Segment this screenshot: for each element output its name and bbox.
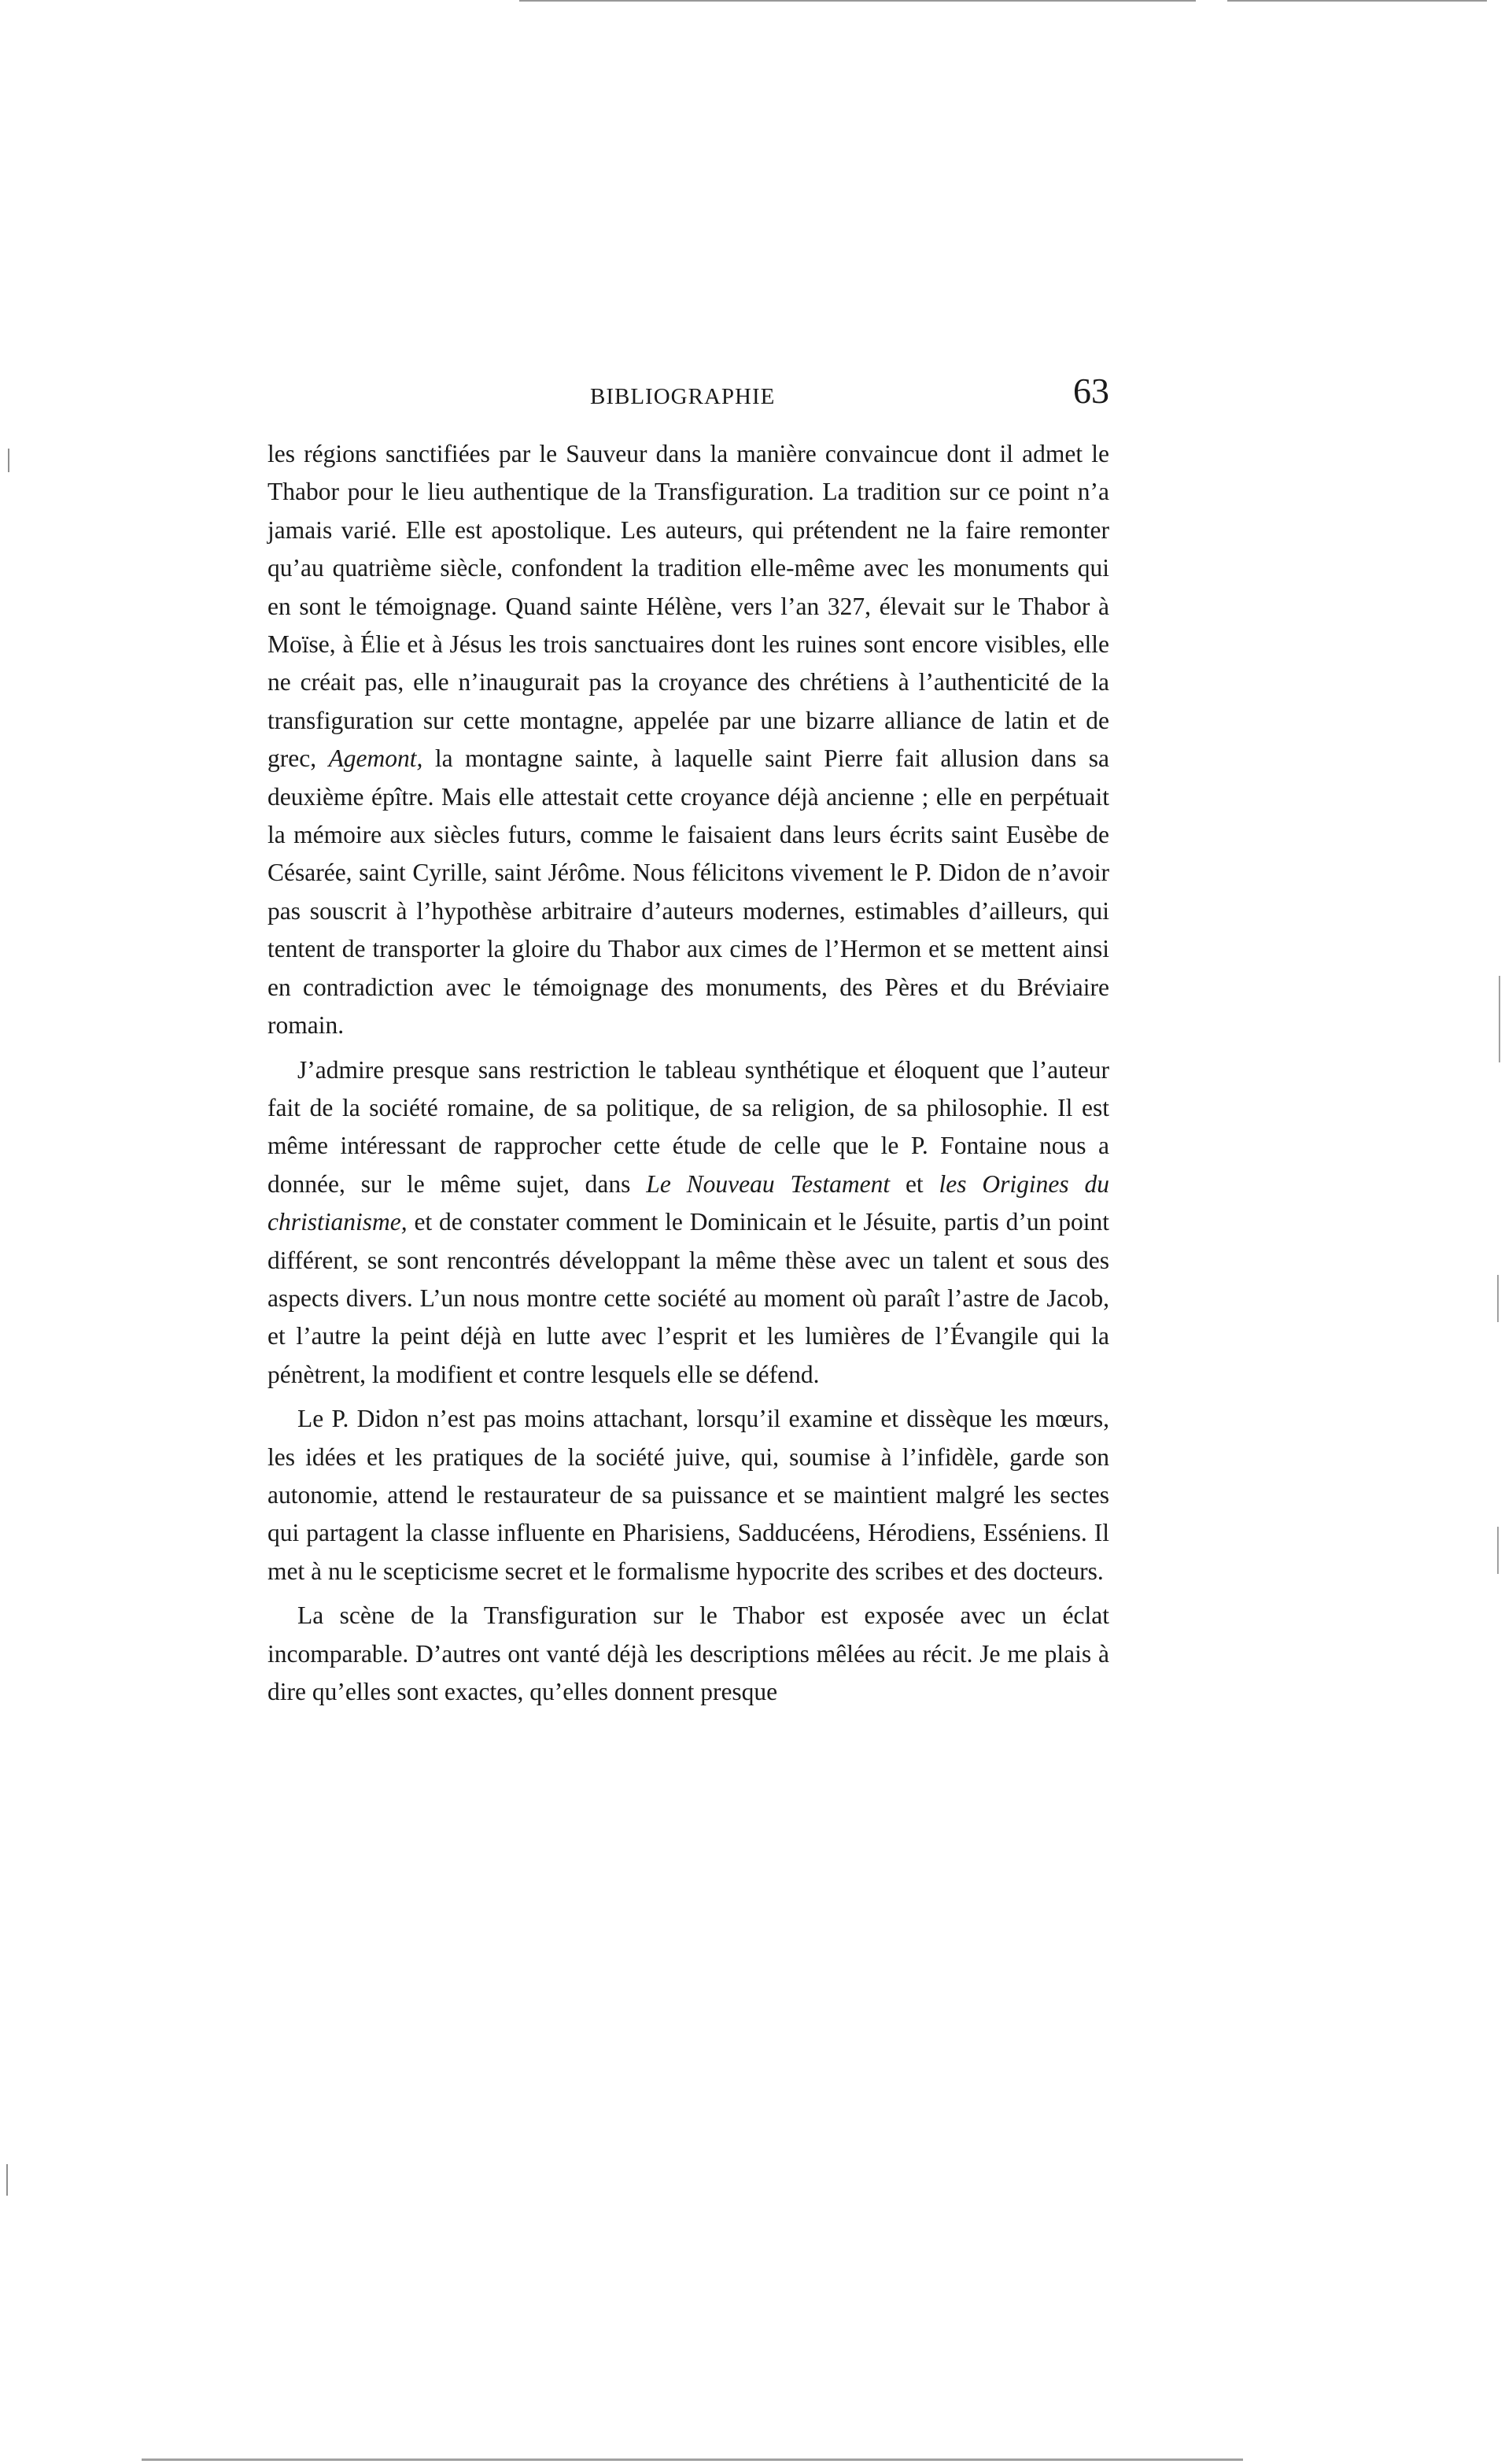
paragraph-1-text-a: les régions sanctifiées par le Sauveur dans la manière convaincue dont il admet le Thabor pour le lieu authentique de la Transfiguration. La tradition sur ce point n’a jamais varié. Elle est apostolique. Les auteurs, qui prétendent ne la faire remonter qu’au quatrième siècle, confondent la tradition elle-même avec les monuments qui en sont le témoignage. Quand sainte Hélène, vers l’an 327, élevait sur le Thabor à Moïse, à Élie et à Jésus les trois sanctuaires dont les ruines sont encore visibles, elle ne créait pas, elle n’inaugurait pas la croyance des chrétiens à l’authenticité de la transfiguration sur cette montagne, appelée par une bizarre alliance de latin et de grec, <box>267 440 1109 773</box>
scan-left-mark-lower <box>6 2164 8 2196</box>
paragraph-2-italic-title-1: Le Nouveau Testament <box>646 1169 891 1198</box>
paragraph-4: La scène de la Transfiguration sur le Thabor est exposée avec un éclat incomparable. D’autres ont vanté déjà les descriptions mêlées au récit. Je me plais à dire qu’elles sont exactes, qu’elles donnent presque <box>267 1601 1109 1705</box>
paragraph-3: Le P. Didon n’est pas moins attachant, lorsqu’il examine et dissèque les mœurs, les idées et les pratiques de la société juive, qui, soumise à l’infidèle, garde son autonomie, attend le restaurateur de sa puissance et se maintient malgré les sectes qui partagent la classe influente en Pharisiens, Sadducéens, Hérodiens, Esséniens. Il met à nu le scepticisme secret et le formalisme hypocrite des scribes et des docteurs. <box>267 1405 1109 1585</box>
scan-top-rule-right <box>1227 0 1487 2</box>
paragraph-2 <box>267 1051 1109 1395</box>
scan-right-mark-3 <box>1497 1527 1499 1574</box>
page-number: 63 <box>1073 371 1109 411</box>
paragraph-1 <box>267 435 1109 1045</box>
scan-right-mark-2 <box>1497 1275 1499 1322</box>
text-body <box>267 435 1109 1711</box>
paragraph-1-italic-agemont: Agemont, <box>328 744 423 773</box>
paragraph-2-italic-title-2: les Origines du christianisme, <box>267 1169 1110 1236</box>
running-title: BIBLIOGRAPHIE <box>590 384 776 409</box>
scan-left-mark <box>8 449 9 472</box>
running-head <box>267 370 1109 425</box>
paragraph-1-text-b: la montagne sainte, à laquelle saint Pierre fait allusion dans sa deuxième épître. Mais elle attestait cette croyance déjà ancienne ; elle en perpétuait la mémoire aux siècles futurs, comme le faisaient dans leurs écrits saint Eusèbe de Césarée, saint Cyrille, saint Jérôme. Nous félicitons vivement le P. Didon de n’avoir pas souscrit à l’hypothèse arbitraire d’auteurs modernes, estimables d’ailleurs, qui tentent de transporter la gloire du Thabor aux cimes de l’Hermon et se mettent ainsi en contradiction avec le témoignage des monuments, des Pères et du Bréviaire romain. <box>267 744 1110 1040</box>
scan-top-rule <box>519 0 1196 2</box>
scan-bottom-rule <box>142 2458 1243 2461</box>
scan-right-mark <box>1499 976 1500 1062</box>
paragraph-2-text-c: et de constater comment le Dominicain et le Jésuite, partis d’un point différent, se sont rencontrés développant la même thèse avec un talent et sous des aspects divers. L’un nous montre cette société au moment où paraît l’astre de Jacob, et l’autre la peint déjà en lutte avec l’esprit et les lumières de l’Évangile qui la pénètrent, la modifient et contre lesquels elle se défend. <box>267 1208 1109 1388</box>
paragraph-2-text-b: et <box>890 1169 939 1198</box>
paragraph-2-text-a: J’admire presque sans restriction le tableau synthétique et éloquent que l’auteur fait de la société romaine, de sa politique, de sa religion, de sa philosophie. Il est même intéressant de rapprocher cette étude de celle que le P. Fontaine nous a donnée, sur le même sujet, dans <box>267 1055 1109 1198</box>
